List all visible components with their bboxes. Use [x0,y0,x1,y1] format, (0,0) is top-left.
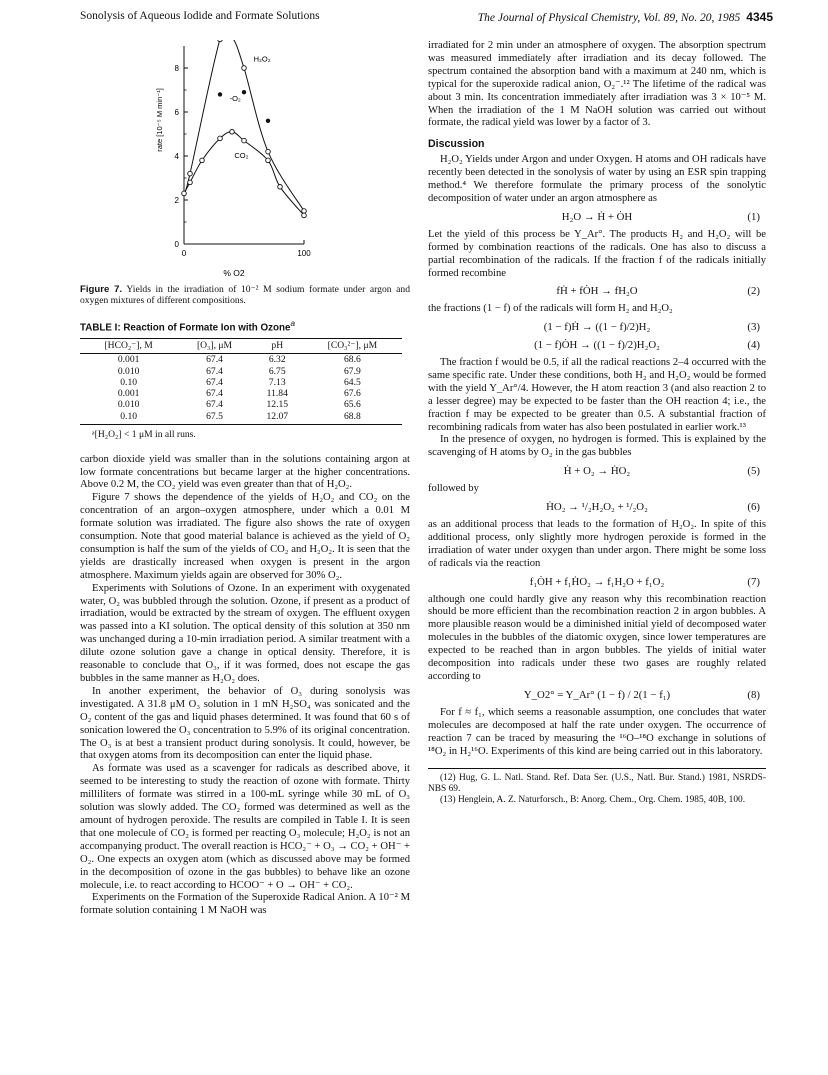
figure-caption-label: Figure 7. [80,284,123,295]
table-cell: 12.15 [266,399,289,411]
data-point-h2o2 [188,171,193,176]
series-line-co2 [184,132,304,216]
y-tick-label: 2 [174,196,179,205]
figure-7 [80,40,410,280]
series-label-co2: CO₂ [234,151,249,161]
table-cell: 0.10 [80,411,177,425]
y-axis-label: rate [10⁻⁵ M min⁻¹] [155,88,164,152]
data-point-co2 [278,185,283,190]
equation-6: ḢO₂ → ¹/₂H₂O₂ + ¹/₂O₂ (6) [546,501,760,514]
right-paragraph: irradiated for 2 min under an atmosphere of oxygen. The absorption spectrum was measured immediately after irradiation and its decay followed. The spectrum contained the absorption band with a maximum at 240 nm, which is typical for the superoxide radical anion, O₂⁻.¹² The lifetime of the radical was about 3 min. Its concentration immediately after irradiation was 3 × 10⁻⁵ M. When the irradiation of the 1 M NaOH solution was carried out without formate, the radical yield was lower by a factor of 3. [428,40,766,129]
figure-caption [80,284,410,306]
table-header-cell: [HCO₂⁻], M [80,338,177,354]
page-number: 4345 [746,10,773,24]
data-point-h2o2 [266,149,271,154]
table-cell: 67.6 [344,388,361,400]
table-title-mark: a [290,319,295,329]
table-cell: 65.6 [344,399,361,411]
equation-3: (1 − f)Ḣ → ((1 − f)/2)H₂ (3) [543,321,760,334]
left-paragraph: Figure 7 shows the dependence of the yields of H₂O₂ and CO₂ on the concentration of an argon–oxygen atmosphere, under which a 0.01 M formate solution was irradiated. The figure also shows the rate of oxygen consumption. Note that good material balance is achieved as the yield of O₂ consumption is half the sum of the yields of CO₂ and H₂O₂. It is seen that the yields are drastically increased when oxygen is present in the argon atmosphere. Maximum yields again are observed for 30% O₂. [80,492,410,581]
reference-12: (12) Hug, G. L. Natl. Stand. Ref. Data Ser. (U.S., Natl. Bur. Stand.) 1981, NSRDS-NBS 69. [428,773,766,795]
table-footnote: ᵃ[H₂O₂] < 1 μM in all runs. [92,428,196,440]
data-point-co2 [218,136,223,141]
equation-7: f₁ȮH + f₁ḢO₂ → f₁H₂O + f₁O₂ (7) [529,575,760,588]
section-heading-discussion: Discussion [428,138,485,151]
equation-5: Ḣ + O₂ → ḢO₂ (5) [563,465,760,478]
left-paragraph: carbon dioxide yield was smaller than in the solutions containing argon at low formate concentrations but became larger at the higher concentrations. Above 0.2 M, the CO₂ yield was even greater than that of H₂O₂. [80,453,410,491]
data-point-o2-consumption [242,90,246,94]
table-cell: 68.8 [303,411,402,425]
table-cell: 11.84 [266,388,288,400]
data-point-co2 [242,138,247,143]
table-cell: 67.4 [206,365,223,377]
table-header-cell: pH [252,338,303,354]
data-point-co2 [188,180,193,185]
data-point-h2o2 [218,40,223,42]
right-paragraph: Let the yield of this process be Y_Ar°. The products H₂ and H₂O₂ will be formed by combination reactions of the radicals. One has also to discuss a partial recombination of the radicals. If the fraction f of the radicals initially formed recombine [428,228,766,279]
left-paragraph: Experiments on the Formation of the Superoxide Radical Anion. A 10⁻² M formate solution containing 1 M NaOH was [80,892,410,917]
right-paragraph: The fraction f would be 0.5, if all the radical reactions 2–4 occurred with the same specific rate. Under these conditions, both H₂ and H₂O₂ would be formed with the yield Y_Ar°/4. However, the H atom reaction 3 (and also reaction 2 to a lesser degree) may be expected to be faster than the OH reaction 4; i.e., the fraction f may be expected to be greater than 0.5. A substantial fraction of recombining radicals from water has also been postulated in earlier work.¹³ [428,357,766,433]
table-cell: 67.4 [206,354,223,366]
y-tick-label: 8 [174,64,179,73]
right-column [428,40,766,806]
left-paragraph: As formate was used as a scavenger for radicals as described above, it seemed to be interesting to study the reaction of ozone with formate. Thirty milliliters of formate was stirred in a 100-mL syringe while 30 mL of O₃ solution was slowly added. The CO₂ formed was determined as well as the amount of hydrogen peroxide. The results are compiled in Table I. It is seen that one molecule of CO₂ is formed per reacting O₃ molecule; H₂O₂ is not an accompanying product. The overall reaction is HCO₂⁻ + O₃ → CO₂ + OH⁻ + O₂. One expects an oxygen atom (which as discussed above may be formed in the decomposition of ozone in the gas bubbles) to behave like an ozone molecule, i.e. to react according to HCOO⁻ + O → OH⁻ + CO₂. [80,763,410,891]
table-row [80,388,402,399]
table-cell: 0.10 [120,376,138,388]
table-cell: 6.75 [268,365,286,377]
data-point-o2-consumption [266,119,270,123]
running-title: Sonolysis of Aqueous Iodide and Formate Solutions [80,10,320,22]
data-point-o2-consumption [218,92,222,96]
table-body [80,354,402,424]
table-header-row [80,338,402,354]
y-tick-label: 6 [174,108,179,117]
data-point-co2 [230,130,235,135]
y-tick-label: 4 [174,152,179,161]
data-point-co2 [302,213,307,218]
equation-8: Y_O2° = Y_Ar° (1 − f) / 2(1 − f₁) (8) [523,688,760,701]
x-axis-label: % O2 [223,268,245,278]
table-header-cell: [CO₃²⁻], μM [303,338,402,354]
data-point-h2o2 [302,209,307,214]
y-tick-label: 0 [174,240,179,249]
series-label-h2o2: H₂O₂ [253,54,271,64]
figure-7-chart [80,40,410,280]
data-point-co2 [200,158,205,163]
table-1 [80,338,402,425]
right-paragraph: the fractions (1 − f) of the radicals will form H₂ and H₂O₂ [428,303,673,315]
x-tick-label: 100 [297,249,311,258]
equation-2: fḢ + fȮH → fH₂O (2) [556,285,760,298]
series-label-o2: -O₂ [229,94,241,103]
data-point-h2o2 [242,66,247,71]
table-cell: 12.07 [252,411,303,425]
figure-caption-text: Yields in the irradiation of 10⁻² M sodium formate under argon and oxygen mixtures of different compositions. [80,284,411,307]
equation-1: H₂O → Ḣ + ȮH (1) [561,210,760,223]
right-paragraph: followed by [428,483,479,495]
table-row [80,366,402,377]
table-cell: 67.5 [177,411,251,425]
table-cell: 68.6 [344,354,361,366]
right-paragraph: In the presence of oxygen, no hydrogen is formed. This is explained by the scavenging of H atoms by O₂ in the gas bubbles [428,434,766,459]
references [428,768,766,806]
journal-citation: The Journal of Physical Chemistry, Vol. 89, No. 20, 1985 4345 [477,10,773,24]
table-header-cell: [O₃], μM [177,338,251,354]
right-paragraph: For f ≈ f₁, which seems a reasonable assumption, one concludes that water molecules are decomposed at half the rate under oxygen. The occurrence of reaction 7 can be traced by measuring the ¹⁶O–¹⁸O exchange in solutions of ¹⁸O₂ in H₂¹⁶O. Experiments of this kind are being carried out in this laboratory. [428,706,766,757]
right-paragraph: as an additional process that leads to the formation of H₂O₂. In spite of this additional process, only slightly more hydrogen peroxide is formed in the irradiation of water under oxygen than under argon. There might be some loss of radicals via the reaction [428,519,766,569]
table-row [80,411,402,425]
data-point-origin [182,191,187,196]
table-row [80,399,402,410]
table-cell: 67.9 [344,365,361,377]
table-cell: 6.32 [268,354,286,366]
running-header [80,10,773,28]
table-cell: 64.5 [344,376,361,388]
table-cell: 67.4 [206,399,223,411]
table-cell: 67.4 [206,376,223,388]
table-title: TABLE I: Reaction of Formate Ion with Ozone$^a$ [80,319,295,334]
left-paragraph: In another experiment, the behavior of O₃ during sonolysis was investigated. A 31.8 μM O₃ solution in 1 mN H₂SO₄ was sonicated and the O₂ content of the gas and liquid phases determined. It was found that 60 s of sonication lowered the O₃ concentration to 5.9% of its original concentration. The O₃ is at best a transient product during sonolysis. It could, however, be that oxygen atoms from its decomposition can enter the liquid phase. [80,685,410,762]
reference-13: (13) Henglein, A. Z. Naturforsch., B: Anorg. Chem., Org. Chem. 1985, 40B, 100. [440,795,746,806]
table-row [80,377,402,388]
table-cell: 7.13 [268,376,286,388]
table-row [80,354,402,366]
table-cell: 67.4 [206,388,223,400]
table-cell: 0.010 [117,365,140,377]
left-column [80,40,410,918]
right-paragraph: H₂O₂ Yields under Argon and under Oxygen. H atoms and OH radicals have recently been detected in the sonolysis of water by using an ESR spin trapping method.⁴ We therefore formulate the primary process of the sonolytic decomposition of water under an argon atmosphere as [428,154,766,204]
table-cell: 0.001 [117,388,140,400]
table-cell: 0.001 [117,354,140,366]
left-paragraph: Experiments with Solutions of Ozone. In an experiment with oxygenated water, O₂ was bubbled through the solution. Ozone, if present as a product of irradiation, would be extracted by the stream of oxygen. The effluent oxygen was passed into a KI solution. The optical density of this solution at 350 nm was unchanged during a 10-min irradiation period. A similar treatment with a dilute ozone solution gave a change in optical density. Therefore, it is reasonable to conclude that O₃, if it was formed, does not escape the gas bubbles in the same manner as H₂O₂ does. [80,582,410,685]
right-paragraph: although one could hardly give any reason why this recombination reaction should be more efficient than the recombination reaction 2 in argon bubbles. A more plausible reason would be a diminished initial yield of decomposed water molecules in the bubbles of the diatomic oxygen, since lower temperatures are expected to be reached than in argon bubbles. The yields of initial water decomposition into radicals under these two gases are roughly related according to [428,593,766,682]
data-point-co2 [266,158,271,163]
equation-4: (1 − f)ȮH → ((1 − f)/2)H₂O₂ (4) [534,339,760,352]
x-tick-label: 0 [181,249,187,258]
table-cell: 0.010 [117,399,140,411]
